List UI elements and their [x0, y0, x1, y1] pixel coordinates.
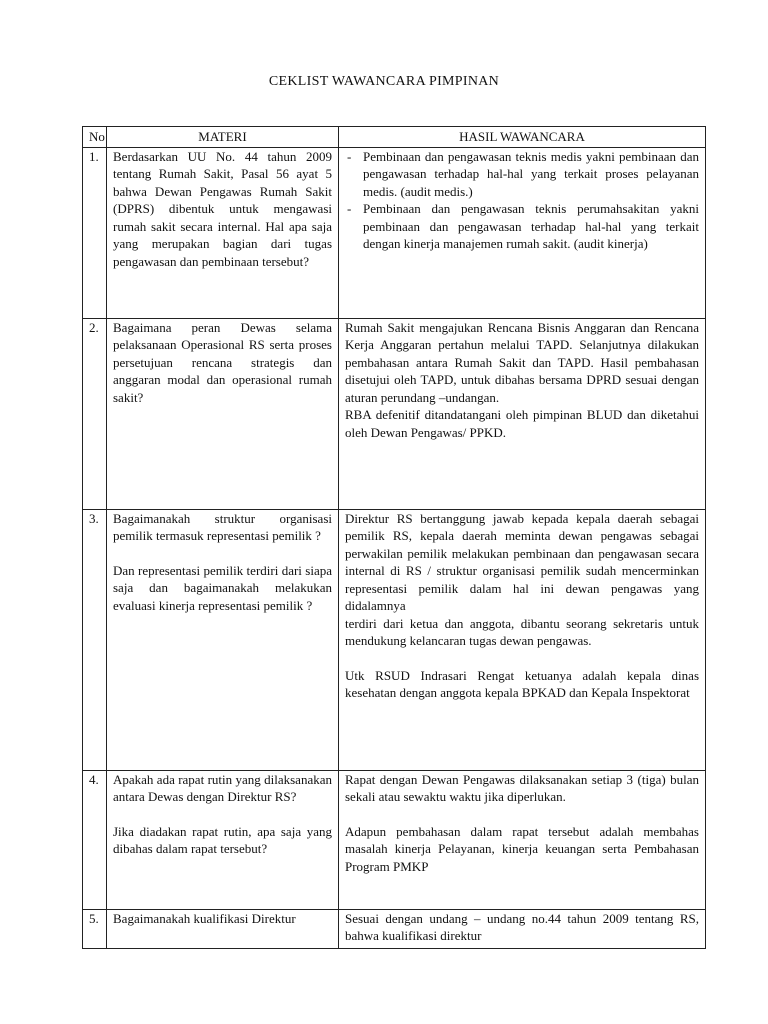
- hasil-cell: [339, 147, 706, 318]
- materi-text: Bagaimanakah struktur organisasi pemilik termasuk representasi pemilik ?: [113, 510, 332, 543]
- hasil-text: Direktur RS bertanggung jawab kepada kepala daerah sebagai pemilik RS, kepala daerah meminta dewan pengawas sebagai perwakilan pemilik melakukan pembinaan dan pengawasan secara internal di RS / struktur organisasi pemilik sudah mencerminkan representasi pemilik dalam hal ini dewan pengawas yang didalamnya: [345, 510, 699, 613]
- spacer: [113, 545, 332, 562]
- hasil-cell: [339, 770, 706, 909]
- row-number: 4.: [83, 770, 107, 909]
- header-hasil-wawancara: HASIL WAWANCARA: [339, 127, 706, 148]
- hasil-list-item: - Pembinaan dan pengawasan teknis perumahsakitan yakni pembinaan dan pengawasan terhadap hal-hal yang terkait dengan kinerja manajemen rumah sakit. (audit kinerja): [345, 200, 699, 253]
- table-row: [83, 509, 706, 770]
- table-row: [83, 318, 706, 509]
- materi-text: Apakah ada rapat rutin yang dilaksanakan antara Dewas dengan Direktur RS?: [113, 771, 332, 804]
- table-row: [83, 770, 706, 909]
- materi-cell: [107, 770, 339, 909]
- row-number: 3.: [83, 509, 107, 770]
- hasil-text: Utk RSUD Indrasari Rengat ketuanya adalah kepala dinas kesehatan dengan anggota kepala BPKAD dan Kepala Inspektorat: [345, 667, 699, 700]
- spacer: [345, 806, 699, 823]
- materi-text: Bagaimanakah kualifikasi Direktur: [113, 910, 296, 926]
- materi-text: Berdasarkan UU No. 44 tahun 2009 tentang Rumah Sakit, Pasal 56 ayat 5 bahwa Dewan Pengawas Rumah Sakit (DPRS) dibentuk untuk mengawasi rumah sakit secara internal. Hal apa saja yang merupakan bagian dari tugas pengawasan dan pembinaan tersebut?: [113, 148, 332, 269]
- spacer: [345, 650, 699, 667]
- table-header-row: [83, 127, 706, 148]
- materi-cell: [107, 509, 339, 770]
- hasil-text: Rumah Sakit mengajukan Rencana Bisnis Anggaran dan Rencana Kerja Anggaran pertahun melalui TAPD. Selanjutnya dilakukan pembahasan antara Rumah Sakit dan TAPD. Hasil pembahasan disetujui oleh TAPD, untuk dibahas bersama DPRD sesuai dengan aturan perundang –undangan.: [345, 319, 699, 405]
- hasil-cell: [339, 909, 706, 948]
- hasil-text: terdiri dari ketua dan anggota, dibantu seorang sekretaris untuk mendukung kelancaran tugas dewan pengawas.: [345, 615, 699, 648]
- hasil-cell: [339, 318, 706, 509]
- hasil-text: Rapat dengan Dewan Pengawas dilaksanakan setiap 3 (tiga) bulan sekali atau sewaktu waktu jika diperlukan.: [345, 771, 699, 804]
- hasil-text: Sesuai dengan undang – undang no.44 tahun 2009 tentang RS, bahwa kualifikasi direktur: [345, 910, 699, 943]
- materi-cell: [107, 318, 339, 509]
- interview-checklist-table: [82, 126, 706, 949]
- hasil-cell: [339, 509, 706, 770]
- spacer: [113, 806, 332, 823]
- row-number: 5.: [83, 909, 107, 948]
- row-number: 1.: [83, 147, 107, 318]
- materi-cell: [107, 147, 339, 318]
- hasil-list-item: - Pembinaan dan pengawasan teknis medis yakni pembinaan dan pengawasan terhadap hal-hal yang terkait proses pelayanan medis. (audit medis.): [345, 148, 699, 201]
- header-no: No: [83, 127, 107, 148]
- materi-text: Dan representasi pemilik terdiri dari siapa saja dan bagaimanakah melakukan evaluasi kinerja representasi pemilik ?: [113, 562, 332, 613]
- hasil-text: Adapun pembahasan dalam rapat tersebut adalah membahas masalah kinerja Pelayanan, kinerja keuangan serta Pembahasan Program PMKP: [345, 823, 699, 874]
- header-materi: MATERI: [107, 127, 339, 148]
- materi-cell: [107, 909, 339, 948]
- row-number: 2.: [83, 318, 107, 509]
- hasil-list: [345, 148, 699, 253]
- table-row: [83, 147, 706, 318]
- table-row: [83, 909, 706, 948]
- materi-text: Bagaimana peran Dewas selama pelaksanaan Operasional RS serta proses persetujuan rencana strategis dan anggaran modal dan operasional rumah sakit?: [113, 319, 332, 405]
- materi-text: Jika diadakan rapat rutin, apa saja yang dibahas dalam rapat tersebut?: [113, 823, 332, 856]
- hasil-text: RBA defenitif ditandatangani oleh pimpinan BLUD dan diketahui oleh Dewan Pengawas/ PPKD.: [345, 407, 699, 440]
- document-title: CEKLIST WAWANCARA PIMPINAN: [268, 74, 500, 89]
